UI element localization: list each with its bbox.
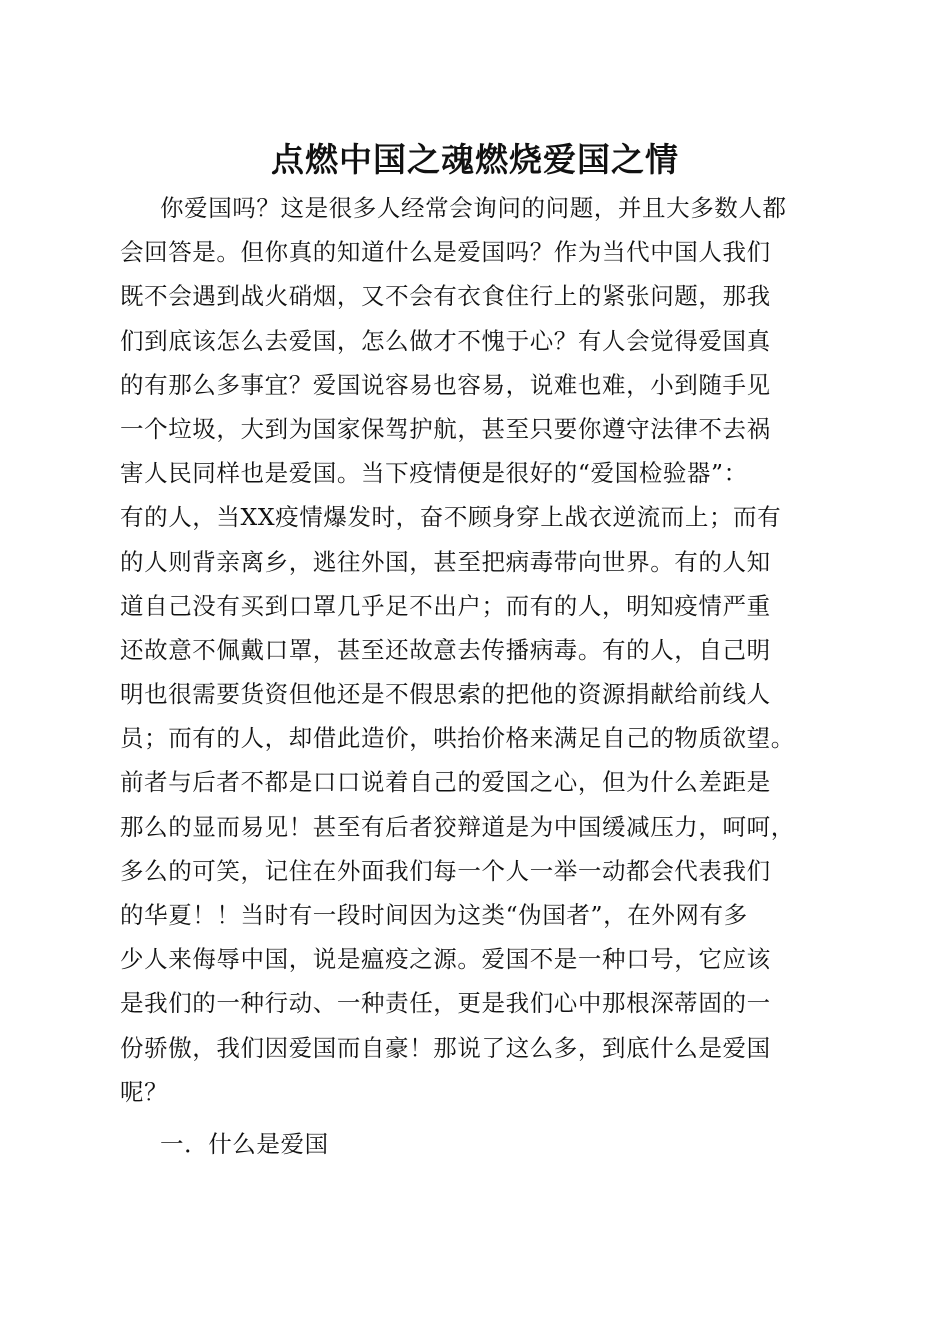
body-paragraph (120, 186, 840, 1114)
paragraph-line: 有的人，当XX疫情爆发时，奋不顾身穿上战衣逆流而上；而有 (120, 503, 782, 532)
paragraph-line: 那么的显而易见！甚至有后者狡辩道是为中国缓减压力，呵呵， (120, 812, 795, 841)
section-heading: 一．什么是爱国 (160, 1130, 329, 1158)
paragraph-line: 害人民同样也是爱国。当下疫情便是很好的“爱国检验器”： (120, 459, 748, 488)
paragraph-line: 是我们的一种行动、一种责任，更是我们心中那根深蒂固的一 (120, 989, 771, 1018)
paragraph-line: 份骄傲，我们因爱国而自豪！那说了这么多，到底什么是爱国 (120, 1033, 771, 1062)
paragraph-line: 既不会遇到战火硝烟，又不会有衣食住行上的紧张问题，那我 (120, 282, 771, 311)
paragraph-line: 员；而有的人，却借此造价，哄抬价格来满足自己的物质欲望。 (120, 724, 795, 753)
paragraph-line: 明也很需要货资但他还是不假思索的把他的资源捐献给前线人 (120, 680, 771, 709)
paragraph-line: 还故意不佩戴口罩，甚至还故意去传播病毒。有的人，自己明 (120, 635, 771, 664)
paragraph-line: 的人则背亲离乡，逃往外国，甚至把病毒带向世界。有的人知 (120, 547, 771, 576)
paragraph-line: 多么的可笑，记住在外面我们每一个人一举一动都会代表我们 (120, 856, 771, 885)
paragraph-line: 道自己没有买到口罩几乎足不出户；而有的人，明知疫情严重 (120, 591, 771, 620)
document-title: 点燃中国之魂燃烧爱国之情 (271, 140, 679, 179)
paragraph-line: 的华夏！！当时有一段时间因为这类“伪国者”，在外网有多 (120, 901, 748, 929)
paragraph-line: 的有那么多事宜？爱国说容易也容易，说难也难，小到随手见 (120, 370, 771, 399)
paragraph-line: 你爱国吗？这是很多人经常会询问的问题，并且大多数人都 (160, 194, 787, 222)
paragraph-line: 呢？ (120, 1077, 169, 1106)
paragraph-line: 们到底该怎么去爱国，怎么做才不愧于心？有人会觉得爱国真 (120, 326, 771, 355)
paragraph-line: 前者与后者不都是口口说着自己的爱国之心，但为什么差距是 (120, 768, 771, 797)
paragraph-line: 一个垃圾，大到为国家保驾护航，甚至只要你遵守法律不去祸 (120, 414, 771, 443)
paragraph-line: 会回答是。但你真的知道什么是爱国吗？作为当代中国人我们 (120, 238, 771, 267)
paragraph-line: 少人来侮辱中国，说是瘟疫之源。爱国不是一种口号，它应该 (120, 945, 771, 974)
